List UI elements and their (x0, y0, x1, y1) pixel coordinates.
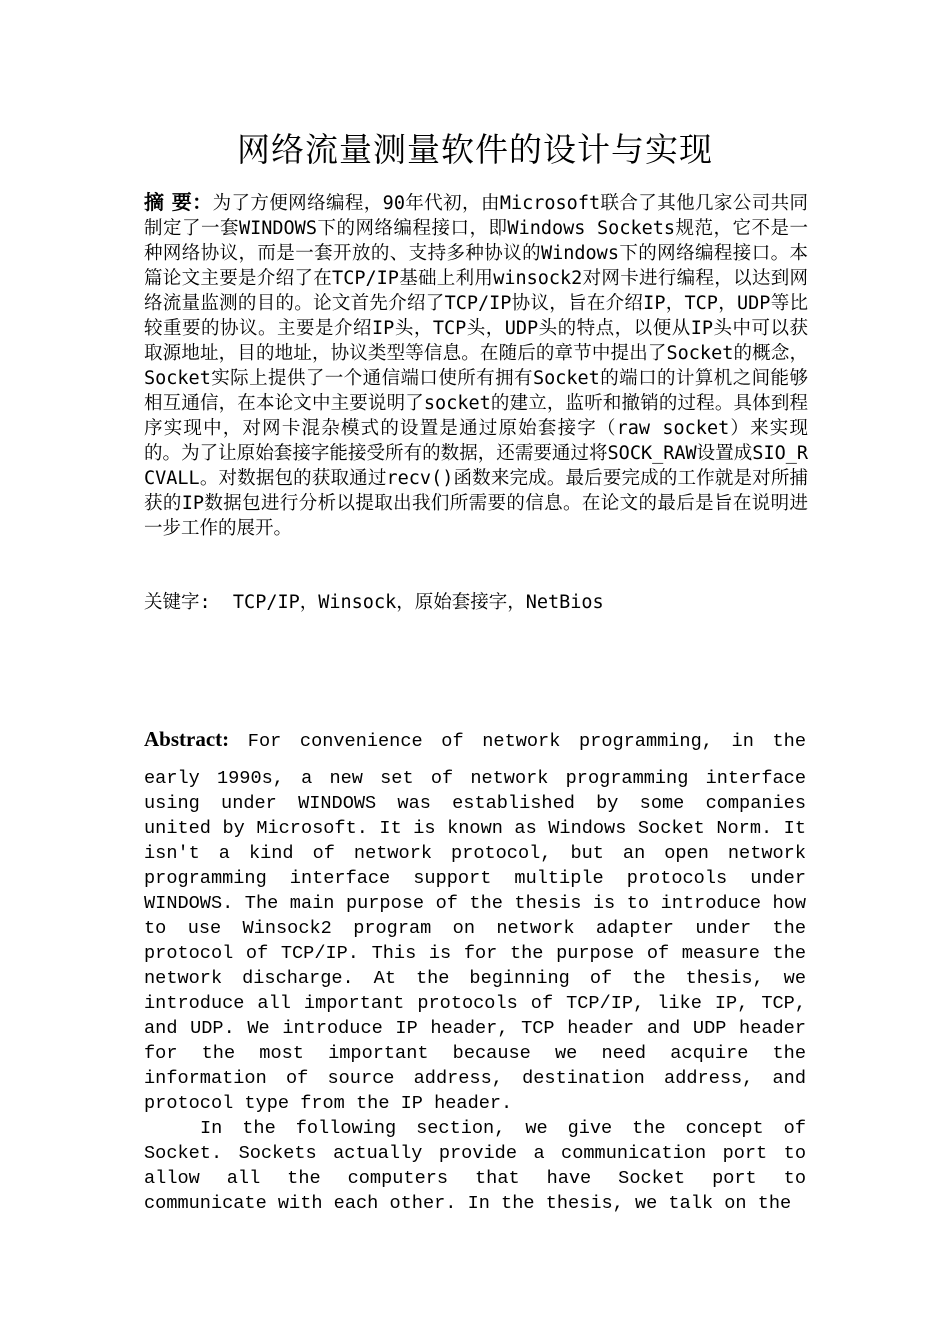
keywords-label: 关键字: (144, 592, 211, 613)
keywords-text: TCP/IP，Winsock，原始套接字，NetBios (232, 592, 604, 613)
chinese-abstract-label: 摘 要： (144, 190, 213, 214)
chinese-abstract (144, 190, 808, 541)
english-abstract (144, 727, 806, 1216)
english-abstract-first-text: For convenience of network programming, in the (247, 731, 806, 752)
chinese-abstract-text: 为了方便网络编程，90年代初，由Microsoft联合了其他几家公司共同制定了一套WINDOWS下的网络编程接口，即Windows Sockets规范，它不是一种网络协议，而是一套开放的、支持多种协议的Windows下的网络编程接口。本篇论文主要是介绍了在TCP/IP基础上利用winsock2对网卡进行编程，以达到网络流量监测的目的。论文首先介绍了TCP/IP协议，旨在介绍IP，TCP，UDP等比较重要的协议。主要是介绍IP头，TCP头，UDP头的特点，以便从IP头中可以获取源地址，目的地址，协议类型等信息。在随后的章节中提出了Socket的概念，Socket实际上提供了一个通信端口使所有拥有Socket的端口的计算机之间能够相互通信，在本论文中主要说明了socket的建立，监听和撤销的过程。具体到程序实现中，对网卡混杂模式的设置是通过原始套接字（raw socket）来实现的。为了让原始套接字能接受所有的数据，还需要通过将SOCK_RAW设置成SIO_RCVALL。对数据包的获取通过recv()函数来完成。最后要完成的工作就是对所捕获的IP数据包进行分析以提取出我们所需要的信息。在论文的最后是旨在说明进一步工作的展开。 (144, 193, 808, 539)
paper-title: 网络流量测量软件的设计与实现 (237, 130, 713, 169)
english-abstract-first-line (144, 727, 806, 754)
english-abstract-label: Abstract: (144, 727, 230, 751)
keywords-line (144, 590, 808, 615)
english-abstract-paragraph-1: early 1990s, a new set of network programming interface using under WINDOWS was established by some companies united by Microsoft. It is known as Windows Socket Norm. It isn't a kind of network protocol, but an open network programming interface support multiple protocols under WINDOWS. The main purpose of the thesis is to introduce how to use Winsock2 program on network adapter under the protocol of TCP/IP. This is for the purpose of measure the network discharge. At the beginning of the thesis, we introduce all important protocols of TCP/IP, like IP, TCP, and UDP. We introduce IP header, TCP header and UDP header for the most important because we need acquire the information of source address, destination address, and protocol type from the IP header. (144, 768, 806, 1114)
english-abstract-paragraph-2: In the following section, we give the concept of Socket. Sockets actually provide a communication port to allow all the computers that have Socket port to communicate with each other. In the thesis, we talk on the (144, 1118, 806, 1214)
